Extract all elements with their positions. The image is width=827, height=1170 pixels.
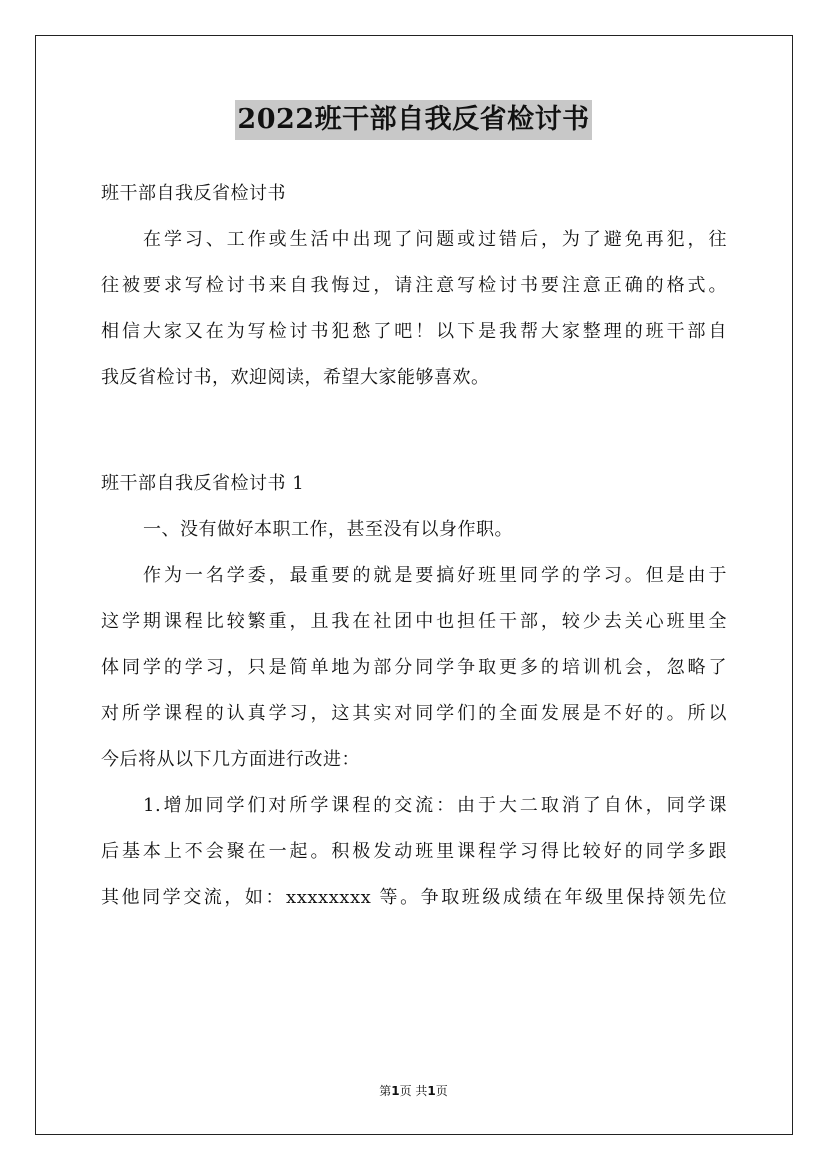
intro-line-4: 我反省检讨书，欢迎阅读，希望大家能够喜欢。 [101,367,490,388]
para2-line-4: 对所学课程的认真学习，这其实对同学们的全面发展是不好的。所以 [101,703,727,724]
section-heading: 班干部自我反省检讨书 1 [101,473,305,494]
intro-line-3: 相信大家又在为写检讨书犯愁了吧！以下是我帮大家整理的班干部自 [101,321,727,342]
page-suffix: 页 [435,1084,448,1098]
intro-line-2: 往被要求写检讨书来自我悔过，请注意写检讨书要注意正确的格式。 [101,275,727,296]
intro-line-1: 在学习、工作或生活中出现了问题或过错后，为了避免再犯，往 [143,229,727,250]
para3-line-3: 其他同学交流，如：xxxxxxxx 等。争取班级成绩在年级里保持领先位 [101,887,727,908]
page-current: 1 [391,1084,400,1098]
para2-line-5: 今后将从以下几方面进行改进： [101,749,360,770]
page-prefix: 第 [379,1084,392,1098]
page-mid: 页 共 [399,1084,428,1098]
title-container [0,100,827,140]
intro-heading: 班干部自我反省检讨书 [101,183,286,204]
document-title: 2022班干部自我反省检讨书 [235,100,591,140]
para3-line-1: 1.增加同学们对所学课程的交流：由于大二取消了自休，同学课 [143,795,727,816]
para2-line-3: 体同学的学习，只是简单地为部分同学争取更多的培训机会，忽略了 [101,657,727,678]
point-one: 一、没有做好本职工作，甚至没有以身作职。 [143,519,513,540]
para2-line-2: 这学期课程比较繁重，且我在社团中也担任干部，较少去关心班里全 [101,611,727,632]
page-total: 1 [427,1084,436,1098]
document-body [101,171,727,921]
para2-line-1: 作为一名学委，最重要的就是要搞好班里同学的学习。但是由于 [143,565,727,586]
para3-line-2: 后基本上不会聚在一起。积极发动班里课程学习得比较好的同学多跟 [101,841,727,862]
page-footer [0,1082,827,1099]
section-spacer [101,401,727,461]
